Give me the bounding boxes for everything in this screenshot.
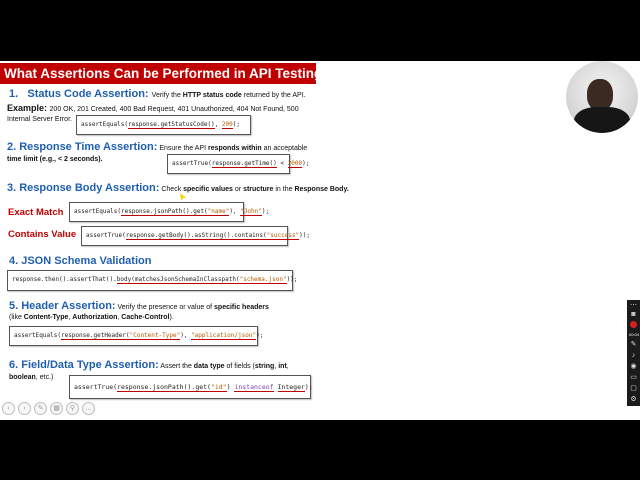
previous-slide-icon[interactable]: ‹: [2, 402, 15, 415]
recording-timer: 00:04: [629, 332, 640, 337]
data-type-snippet: assertTrue(response.jsonPath().get("id") instanceof Integer);: [69, 375, 311, 399]
pen-icon[interactable]: ✎: [630, 341, 637, 348]
gear-icon[interactable]: ⚙: [630, 396, 637, 403]
section-4-heading: [9, 255, 151, 267]
record-icon[interactable]: [630, 321, 637, 328]
recorder-toolbar: [627, 300, 640, 406]
more-options-icon[interactable]: …: [82, 402, 95, 415]
example-text: 200 OK, 201 Created, 400 Bad Request, 401 Unauthorized, 404 Not Found, 500 Internal Server Error.: [7, 106, 299, 123]
ellipsis-icon[interactable]: ⋯: [630, 302, 637, 309]
header-assertion-snippet: assertEquals(response.getHeader("Content-Type"), "application/json");: [9, 326, 258, 346]
section-3-title: 3. Response Body Assertion:: [7, 182, 160, 194]
zoom-icon[interactable]: ⚲: [66, 402, 79, 415]
presentation-slide: [0, 61, 640, 420]
section-6-desc: Assert the data type of fields (string, int,: [158, 363, 289, 370]
mouse-pointer-icon: [180, 193, 186, 201]
section-1-desc: Verify the HTTP status code returned by the API.: [151, 92, 306, 99]
section-1-title: Status Code Assertion:: [27, 88, 149, 100]
contains-value-label: Contains Value: [8, 229, 77, 240]
exact-match-snippet: assertEquals(response.jsonPath().get("name"), "John");: [69, 202, 244, 222]
section-5-desc: Verify the presence or value of specific headers: [115, 304, 269, 311]
camera-icon[interactable]: ◙: [631, 311, 636, 318]
json-schema-snippet: response.then().assertThat().body(matchesJsonSchemaInClasspath("schema.json"));: [7, 270, 293, 291]
response-time-snippet: assertTrue(response.getTime() < 2000);: [167, 154, 290, 174]
section-6-title: 6. Field/Data Type Assertion:: [9, 359, 159, 371]
layout-icon[interactable]: ▭: [630, 374, 637, 381]
section-2-desc-line2: time limit (e.g., < 2 seconds).: [7, 156, 103, 163]
section-4-title: 4. JSON Schema Validation: [9, 255, 152, 267]
section-2-heading: [7, 141, 307, 153]
pen-tool-icon[interactable]: ✎: [34, 402, 47, 415]
mic-icon[interactable]: ♪: [631, 352, 636, 359]
contains-value-snippet: assertTrue(response.getBody().asString().contains("success"));: [81, 226, 288, 246]
webcam-icon[interactable]: ◉: [630, 363, 637, 370]
section-3-heading: [7, 182, 349, 194]
section-2-desc: Ensure the API responds within an acceptable: [157, 145, 308, 152]
next-slide-icon[interactable]: ›: [18, 402, 31, 415]
section-2-title: 2. Response Time Assertion:: [7, 141, 158, 153]
exact-match-label: Exact Match: [8, 207, 64, 218]
presenter-webcam: [566, 61, 638, 133]
section-5-desc-line2: (like Content-Type, Authorization, Cache-Control).: [9, 314, 174, 321]
section-5-title: 5. Header Assertion:: [9, 300, 116, 312]
section-1-number: 1.: [9, 88, 19, 100]
section-3-desc: Check specific values or structure in the Response Body.: [159, 186, 349, 193]
presenter-body: [574, 107, 630, 133]
status-code-snippet: assertEquals(response.getStatusCode(), 200);: [76, 115, 251, 135]
example-label: Example:: [7, 103, 50, 113]
slide-title: What Assertions Can be Performed in API Testing?: [0, 63, 316, 84]
window-icon[interactable]: ▢: [630, 385, 637, 392]
section-5-heading: [9, 300, 269, 312]
section-1-heading: [9, 88, 306, 100]
section-6-heading: [9, 359, 289, 371]
slideshow-nav: [2, 402, 95, 415]
grid-view-icon[interactable]: ▦: [50, 402, 63, 415]
section-6-desc-line2: boolean, etc.): [9, 374, 54, 381]
